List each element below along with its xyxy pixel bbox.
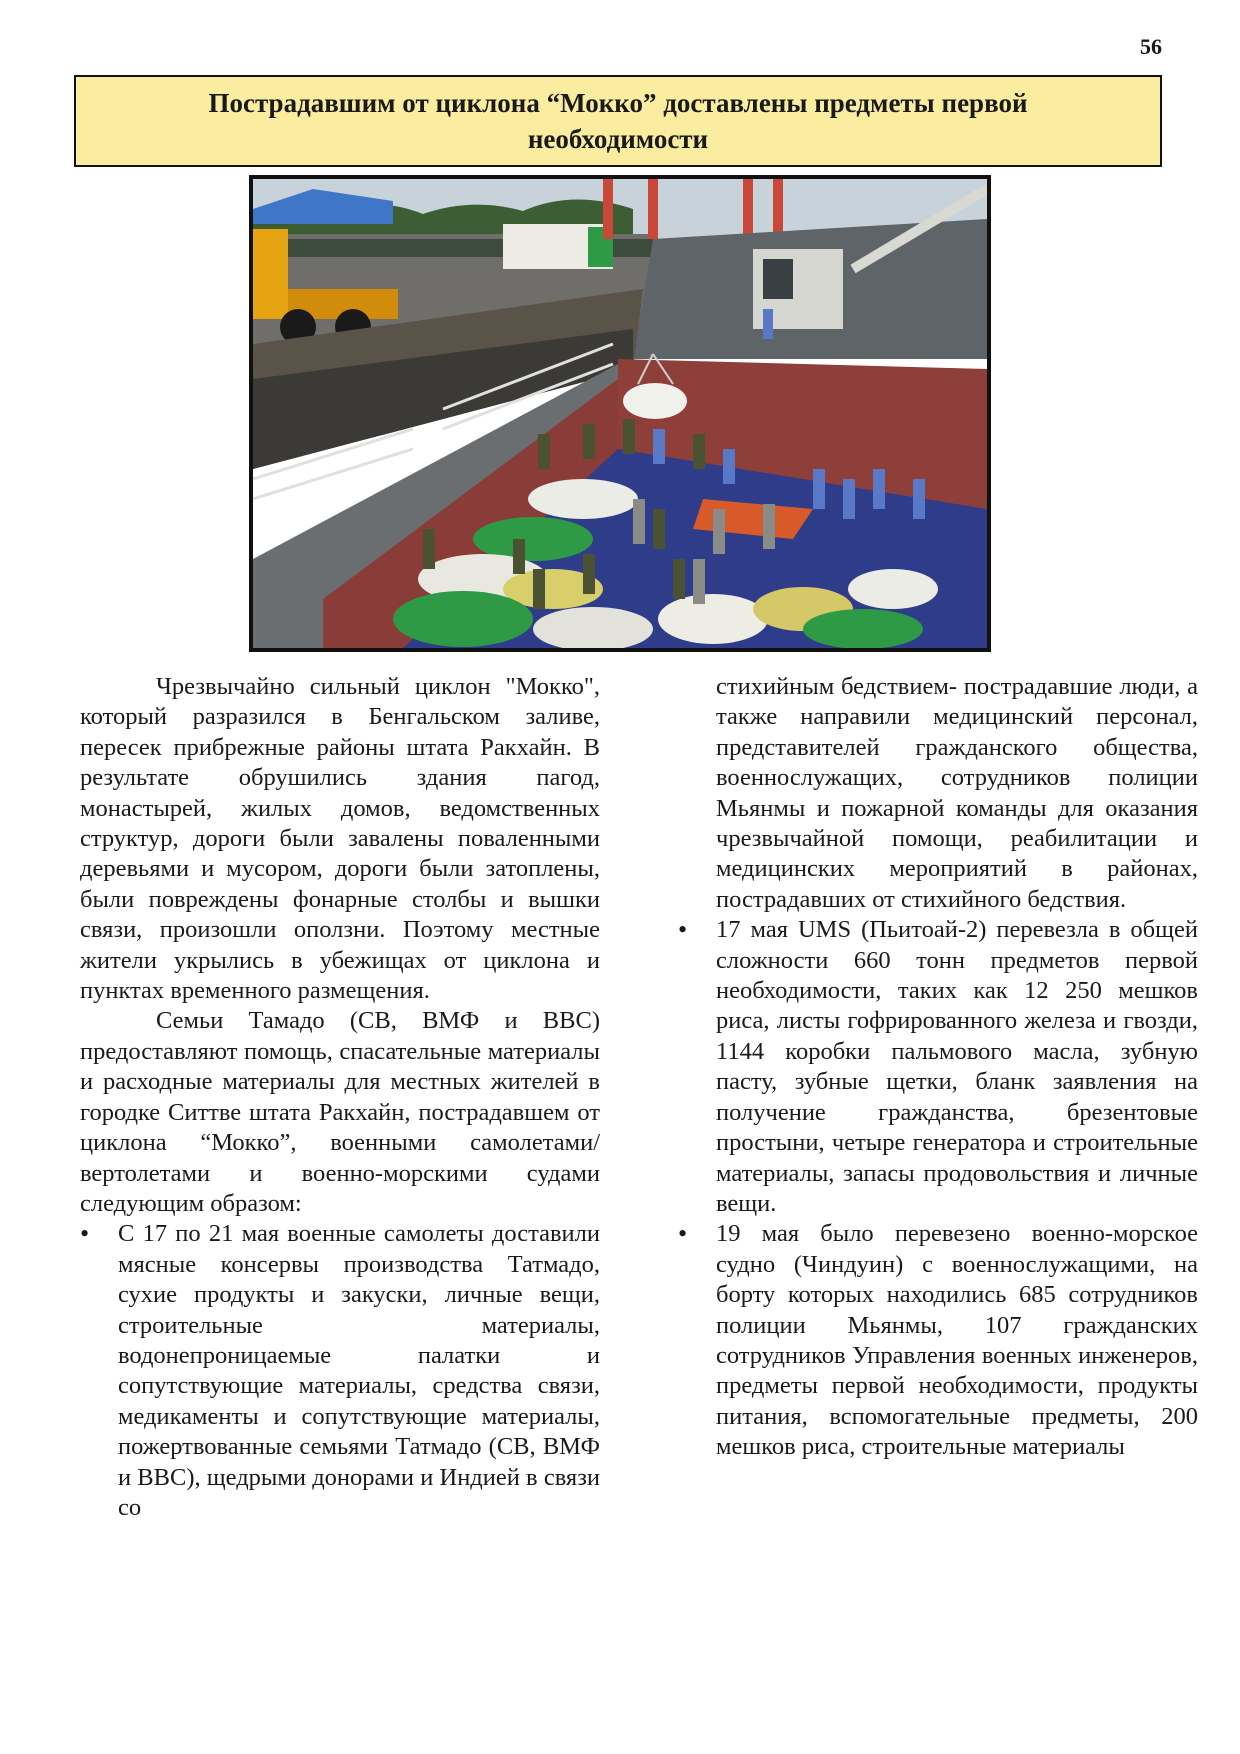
aid-paragraph: Семьи Тамадо (СВ, ВМФ и ВВС) предоставляют помощь, спасательные материалы и расходные материалы для местных жителей в городке Ситтве штата Ракхайн, пострадавшем от циклона “Мокко”, военными самолетами/ вертолетами и военно-морскими судами следующим образом:	[80, 1007, 600, 1217]
right-column	[678, 672, 1198, 1463]
intro-paragraph: Чрезвычайно сильный циклон "Мокко", который разразился в Бенгальском заливе, пересек прибрежные районы штата Ракхайн. В результате обрушились здания пагод, монастырей, жилых домов, ведомственных структур, дороги были завалены поваленными деревьями и мусором, дороги были затоплены, были повреждены фонарные столбы и вышки связи, произошли оползни. Поэтому местные жители укрылись в убежищах от циклона и пунктах временного размещения.	[80, 673, 600, 1005]
left-column	[80, 672, 600, 1523]
list-item-ums-delivery: • 17 мая UMS (Пьитоай-2) перевезла в общей сложности 660 тонн предметов первой необходимости, таких как 12 250 мешков риса, листы гофрированного железа и гвозди, 1144 коробки пальмового масла, зубную пасту, зубные щетки, бланк заявления на получение гражданства, брезентовые простыни, четыре генератора и строительные материалы, запасы продовольствия и личные вещи.	[678, 915, 1198, 1219]
aid-list	[80, 1219, 600, 1523]
cargo-ship-hold-photo-icon	[253, 179, 987, 648]
article-photo	[249, 175, 991, 652]
article-title-banner	[74, 75, 1162, 167]
list-item-continuation: стихийным бедствием- пострадавшие люди, а также направили медицинский персонал, представителей гражданского общества, военнослужащих, сотрудников полиции Мьянмы и пожарной команды для оказания чрезвычайной помощи, реабилитации и медицинских мероприятий в районах, пострадавших от стихийного бедствия.	[716, 673, 1198, 913]
page-number: 56	[1140, 34, 1162, 59]
list-item-chindwin-delivery: • 19 мая было перевезено военно-морское судно (Чиндуин) с военнослужащими, на борту которых находились 685 сотрудников полиции Мьянмы, 107 гражданских сотрудников Управления военных инженеров, предметы первой необходимости, продукты питания, вспомогательные предметы, 200 мешков риса, строительные материалы	[678, 1219, 1198, 1462]
article-title: Пострадавшим от циклона “Мокко” доставлены предметы первой необходимости	[208, 88, 1028, 154]
aid-list-continued	[678, 915, 1198, 1462]
list-item-aircraft-delivery: • С 17 по 21 мая военные самолеты доставили мясные консервы производства Татмадо, сухие продукты и закуски, личные вещи, строительные материалы, водонепроницаемые палатки и сопутствующие материалы, средства связи, медикаменты и сопутствующие материалы, пожертвованные семьями Татмадо (СВ, ВМФ и ВВС), щедрыми донорами и Индией в связи со	[80, 1219, 600, 1523]
